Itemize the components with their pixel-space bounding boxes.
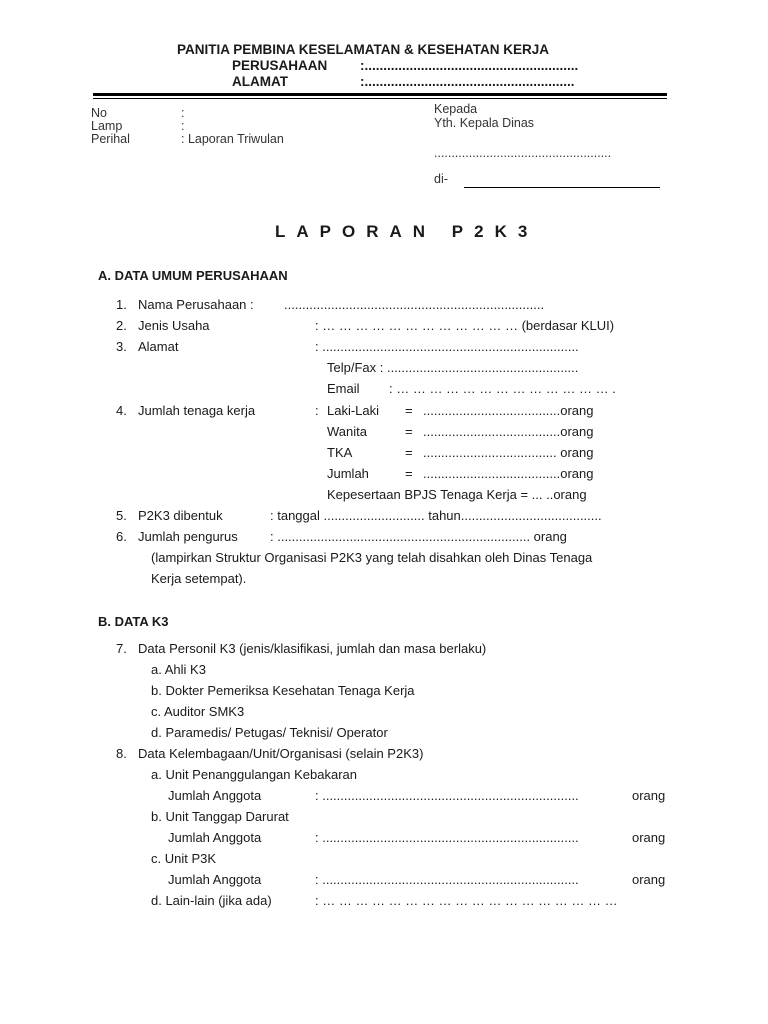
list-item: b. Unit Tanggap Darurat [151,809,289,824]
header-rule-thick [93,93,667,96]
unit-label: orang [632,830,666,845]
item-number: 6. [116,529,127,544]
telp-fax-field: Telp/Fax : ..................................................... [327,360,579,375]
list-item: c. Unit P3K [151,851,217,866]
yth-label: Yth. Kepala Dinas [434,116,535,130]
nama-perusahaan-value: ........................................................................ [284,297,545,312]
note-line-1: (lampirkan Struktur Organisasi P2K3 yang telah disahkan oleh Dinas Tenaga [151,550,593,565]
jenis-usaha-value: : … … … … … … … … … … … … (berdasar KLUI) [315,318,615,333]
p2k3-dibentuk-value: : tanggal ............................ tahun....................................... [270,508,602,523]
email-label: Email [327,381,360,396]
item-number: 1. [116,297,127,312]
lain-lain-value: : … … … … … … … … … … … … … … … … … … [315,893,618,908]
di-underline [464,187,660,188]
di-label: di- [434,172,448,186]
section-b-heading: B. DATA K3 [98,614,169,629]
header-rule-thin [93,98,667,99]
jumlah-pengurus-label: Jumlah pengurus [138,529,238,544]
list-item: c. Auditor SMK3 [151,704,245,719]
list-item: d. Lain-lain (jika ada) [151,893,272,908]
alamat-value: : ....................................................................... [315,339,579,354]
unit-label: orang [632,872,666,887]
perusahaan-value: :......................................................... [360,58,579,73]
equals-sign: = [405,445,413,460]
laki-laki-label: Laki-Laki [327,403,380,418]
org-title: PANITIA PEMBINA KESELAMATAN & KESEHATAN KERJA [177,42,550,57]
jumlah-anggota-value: : ....................................................................... [315,830,579,845]
item-number: 2. [116,318,127,333]
item-number: 3. [116,339,127,354]
wanita-value: ......................................orang [423,424,594,439]
unit-label: orang [632,788,666,803]
equals-sign: = [405,424,413,439]
jumlah-value: ......................................orang [423,466,594,481]
jumlah-anggota-label: Jumlah Anggota [168,872,262,887]
data-kelembagaan-label: Data Kelembagaan/Unit/Organisasi (selain P2K3) [138,746,424,761]
jenis-usaha-label: Jenis Usaha [138,318,210,333]
no-colon: : [181,106,185,120]
laki-laki-value: ......................................orang [423,403,594,418]
wanita-label: Wanita [327,424,367,439]
item-number: 5. [116,508,127,523]
equals-sign: = [405,403,413,418]
list-item: a. Unit Penanggulangan Kebakaran [151,767,357,782]
kepada-label: Kepada [434,102,478,116]
email-value: : … … … … … … … … … … … … … . [389,381,616,396]
p2k3-dibentuk-label: P2K3 dibentuk [138,508,223,523]
list-item: d. Paramedis/ Petugas/ Teknisi/ Operator [151,725,388,740]
jumlah-tenaga-kerja-label: Jumlah tenaga kerja [138,403,256,418]
section-a-heading: A. DATA UMUM PERUSAHAAN [98,268,288,283]
alamat-value: :........................................................ [360,74,575,89]
list-item: b. Dokter Pemeriksa Kesehatan Tenaga Kerja [151,683,415,698]
perihal-label: Perihal [91,132,130,146]
note-line-2: Kerja setempat). [151,571,247,586]
tka-value: ..................................... orang [423,445,594,460]
jumlah-anggota-label: Jumlah Anggota [168,830,262,845]
jumlah-anggota-value: : ....................................................................... [315,872,579,887]
perusahaan-label: PERUSAHAAN [232,58,328,73]
equals-sign: = [405,466,413,481]
perihal-value: : Laporan Triwulan [181,132,284,146]
alamat-label: ALAMAT [232,74,288,89]
alamat-label: Alamat [138,339,179,354]
data-personil-label: Data Personil K3 (jenis/klasifikasi, jumlah dan masa berlaku) [138,641,487,656]
lamp-colon: : [181,119,185,133]
report-title: LAPORAN P2K3 [275,222,539,241]
item-number: 8. [116,746,127,761]
colon: : [315,403,319,418]
jumlah-label: Jumlah [327,466,369,481]
nama-perusahaan-label: Nama Perusahaan : [138,297,254,312]
no-label: No [91,106,107,120]
recipient-dots: ................................................... [434,146,612,160]
lamp-label: Lamp [91,119,123,133]
bpjs-field: Kepesertaan BPJS Tenaga Kerja = ... ..orang [327,487,587,502]
tka-label: TKA [327,445,353,460]
jumlah-anggota-label: Jumlah Anggota [168,788,262,803]
jumlah-anggota-value: : ....................................................................... [315,788,579,803]
list-item: a. Ahli K3 [151,662,206,677]
item-number: 4. [116,403,127,418]
jumlah-pengurus-value: : ...................................................................... orang [270,529,567,544]
item-number: 7. [116,641,127,656]
